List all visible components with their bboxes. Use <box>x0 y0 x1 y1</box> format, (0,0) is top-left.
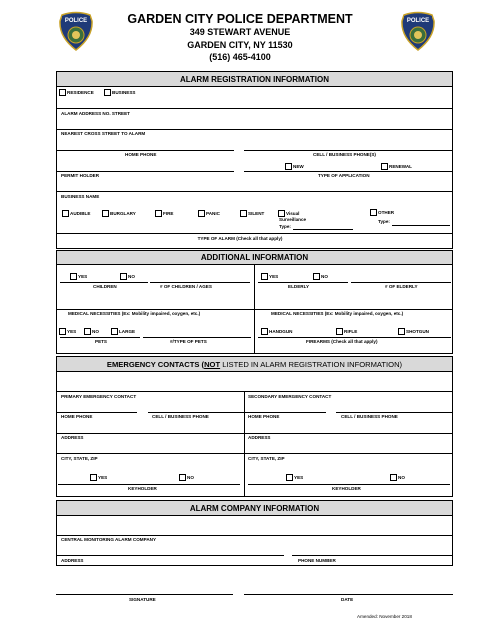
elderly-label: ELDERLY <box>288 284 310 289</box>
primary-address-label: ADDRESS <box>61 435 84 440</box>
pets-yes-checkbox[interactable] <box>59 328 66 335</box>
secondary-keyholder-no-label: NO <box>398 475 405 480</box>
central-monitoring-label: CENTRAL MONITORING ALARM COMPANY <box>61 537 157 542</box>
alarm-company-heading: ALARM COMPANY INFORMATION <box>57 501 452 516</box>
children-yes-label: YES <box>78 274 88 279</box>
num-elderly-label: # OF ELDERLY <box>385 284 418 289</box>
elderly-no-checkbox[interactable] <box>313 273 320 280</box>
business-checkbox[interactable] <box>104 89 111 96</box>
department-address-line1: 349 STEWART AVENUE <box>189 27 291 37</box>
primary-keyholder-label: KEYHOLDER <box>128 486 157 491</box>
panic-label: PANIC <box>206 211 220 216</box>
other-label: OTHER <box>378 210 395 215</box>
visual-type-label: Type: <box>279 224 291 229</box>
secondary-city-state-zip-label: CITY, STATE, ZIP <box>248 456 285 461</box>
secondary-home-phone-label: HOME PHONE <box>248 414 280 419</box>
pets-no-checkbox[interactable] <box>84 328 91 335</box>
primary-contact-label: PRIMARY EMERGENCY CONTACT <box>61 394 137 399</box>
secondary-keyholder-no-checkbox[interactable] <box>390 474 397 481</box>
firearms-label: FIREARMS (Check all that apply) <box>306 339 378 344</box>
primary-cell-phone-label: CELL / BUSINESS PHONE <box>152 414 209 419</box>
primary-keyholder-no-label: NO <box>187 475 194 480</box>
other-type-label: Type: <box>378 219 390 224</box>
pets-large-checkbox[interactable] <box>111 328 118 335</box>
date-label: DATE <box>341 597 354 602</box>
rifle-checkbox[interactable] <box>336 328 343 335</box>
permit-holder-label: PERMIT HOLDER <box>61 173 100 178</box>
children-no-checkbox[interactable] <box>120 273 127 280</box>
silent-label: SILENT <box>248 211 265 216</box>
pets-label: PETS <box>95 339 107 344</box>
burglary-checkbox[interactable] <box>102 210 109 217</box>
home-phone-label: HOME PHONE <box>125 152 157 157</box>
shotgun-label: SHOTGUN <box>406 329 429 334</box>
primary-keyholder-no-checkbox[interactable] <box>179 474 186 481</box>
business-name-label: BUSINESS NAME <box>61 194 100 199</box>
fire-checkbox[interactable] <box>155 210 162 217</box>
shotgun-checkbox[interactable] <box>398 328 405 335</box>
svg-text:POLICE: POLICE <box>406 18 430 24</box>
department-title: GARDEN CITY POLICE DEPARTMENT <box>127 12 353 26</box>
primary-home-phone-label: HOME PHONE <box>61 414 93 419</box>
renewal-label: RENEWAL <box>389 164 412 169</box>
type-of-application-label: TYPE OF APPLICATION <box>318 173 370 178</box>
amended-note: Amended: November 2018 <box>357 614 412 619</box>
alarm-registration-heading: ALARM REGISTRATION INFORMATION <box>57 72 452 87</box>
children-no-label: NO <box>128 274 135 279</box>
children-yes-checkbox[interactable] <box>70 273 77 280</box>
audible-checkbox[interactable] <box>62 210 69 217</box>
new-checkbox[interactable] <box>285 163 292 170</box>
alarm-address-label: ALARM ADDRESS NO. STREET <box>61 111 130 116</box>
fire-label: FIRE <box>163 211 174 216</box>
type-of-pets-label: #/TYPE OF PETS <box>170 339 207 344</box>
other-checkbox[interactable] <box>370 209 377 216</box>
surveillance-label: Surveillance <box>279 217 307 222</box>
company-address-label: ADDRESS <box>61 558 84 563</box>
emergency-contacts-heading: EMERGENCY CONTACTS (NOT LISTED IN ALARM REGISTRATION INFORMATION) <box>57 357 452 372</box>
alarm-registration-section <box>56 71 453 249</box>
num-children-label: # OF CHILDREN / AGES <box>160 284 212 289</box>
elderly-no-label: NO <box>321 274 328 279</box>
pets-large-label: LARGE <box>119 329 136 334</box>
secondary-keyholder-yes-label: YES <box>294 475 304 480</box>
burglary-label: BURGLARY <box>110 211 136 216</box>
elderly-yes-checkbox[interactable] <box>261 273 268 280</box>
additional-information-heading: ADDITIONAL INFORMATION <box>57 251 452 265</box>
panic-checkbox[interactable] <box>198 210 205 217</box>
business-label: BUSINESS <box>112 90 136 95</box>
primary-keyholder-yes-checkbox[interactable] <box>90 474 97 481</box>
residence-label: RESIDENCE <box>67 90 94 95</box>
primary-keyholder-yes-label: YES <box>98 475 108 480</box>
medical-necessities-left-label: MEDICAL NECESSITIES (Ex: Mobility impaired, oxygen, etc.) <box>68 311 201 316</box>
renewal-checkbox[interactable] <box>381 163 388 170</box>
visual-label: Visual <box>286 211 300 216</box>
audible-label: AUDIBLE <box>70 211 91 216</box>
department-phone: (516) 465-4100 <box>209 52 271 62</box>
svg-text:POLICE: POLICE <box>64 18 88 24</box>
medical-necessities-right-label: MEDICAL NECESSITIES (Ex: Mobility impaired, oxygen, etc.) <box>271 311 404 316</box>
department-address-line2: GARDEN CITY, NY 11530 <box>187 39 293 50</box>
elderly-yes-label: YES <box>269 274 279 279</box>
rifle-label: RIFLE <box>344 329 358 334</box>
secondary-cell-phone-label: CELL / BUSINESS PHONE <box>341 414 398 419</box>
residence-checkbox[interactable] <box>59 89 66 96</box>
cell-business-phone-label: CELL / BUSINESS PHONE(S) <box>313 152 376 157</box>
pets-yes-label: YES <box>67 329 77 334</box>
children-label: CHILDREN <box>93 284 117 289</box>
company-phone-label: PHONE NUMBER <box>298 558 336 563</box>
secondary-contact-label: SECONDARY EMERGENCY CONTACT <box>248 394 332 399</box>
type-of-alarm-label: TYPE OF ALARM (Check all that apply) <box>197 236 283 241</box>
handgun-checkbox[interactable] <box>261 328 268 335</box>
secondary-keyholder-label: KEYHOLDER <box>332 486 361 491</box>
silent-checkbox[interactable] <box>240 210 247 217</box>
alarm-company-section <box>56 500 453 566</box>
handgun-label: HANDGUN <box>269 329 293 334</box>
new-label: NEW <box>293 164 304 169</box>
secondary-address-label: ADDRESS <box>248 435 271 440</box>
pets-no-label: NO <box>92 329 99 334</box>
primary-city-state-zip-label: CITY, STATE, ZIP <box>61 456 98 461</box>
secondary-keyholder-yes-checkbox[interactable] <box>286 474 293 481</box>
signature-label: SIGNATURE <box>129 597 156 602</box>
visual-surveillance-checkbox[interactable] <box>278 210 285 217</box>
cross-street-label: NEAREST CROSS STREET TO ALARM <box>61 131 146 136</box>
